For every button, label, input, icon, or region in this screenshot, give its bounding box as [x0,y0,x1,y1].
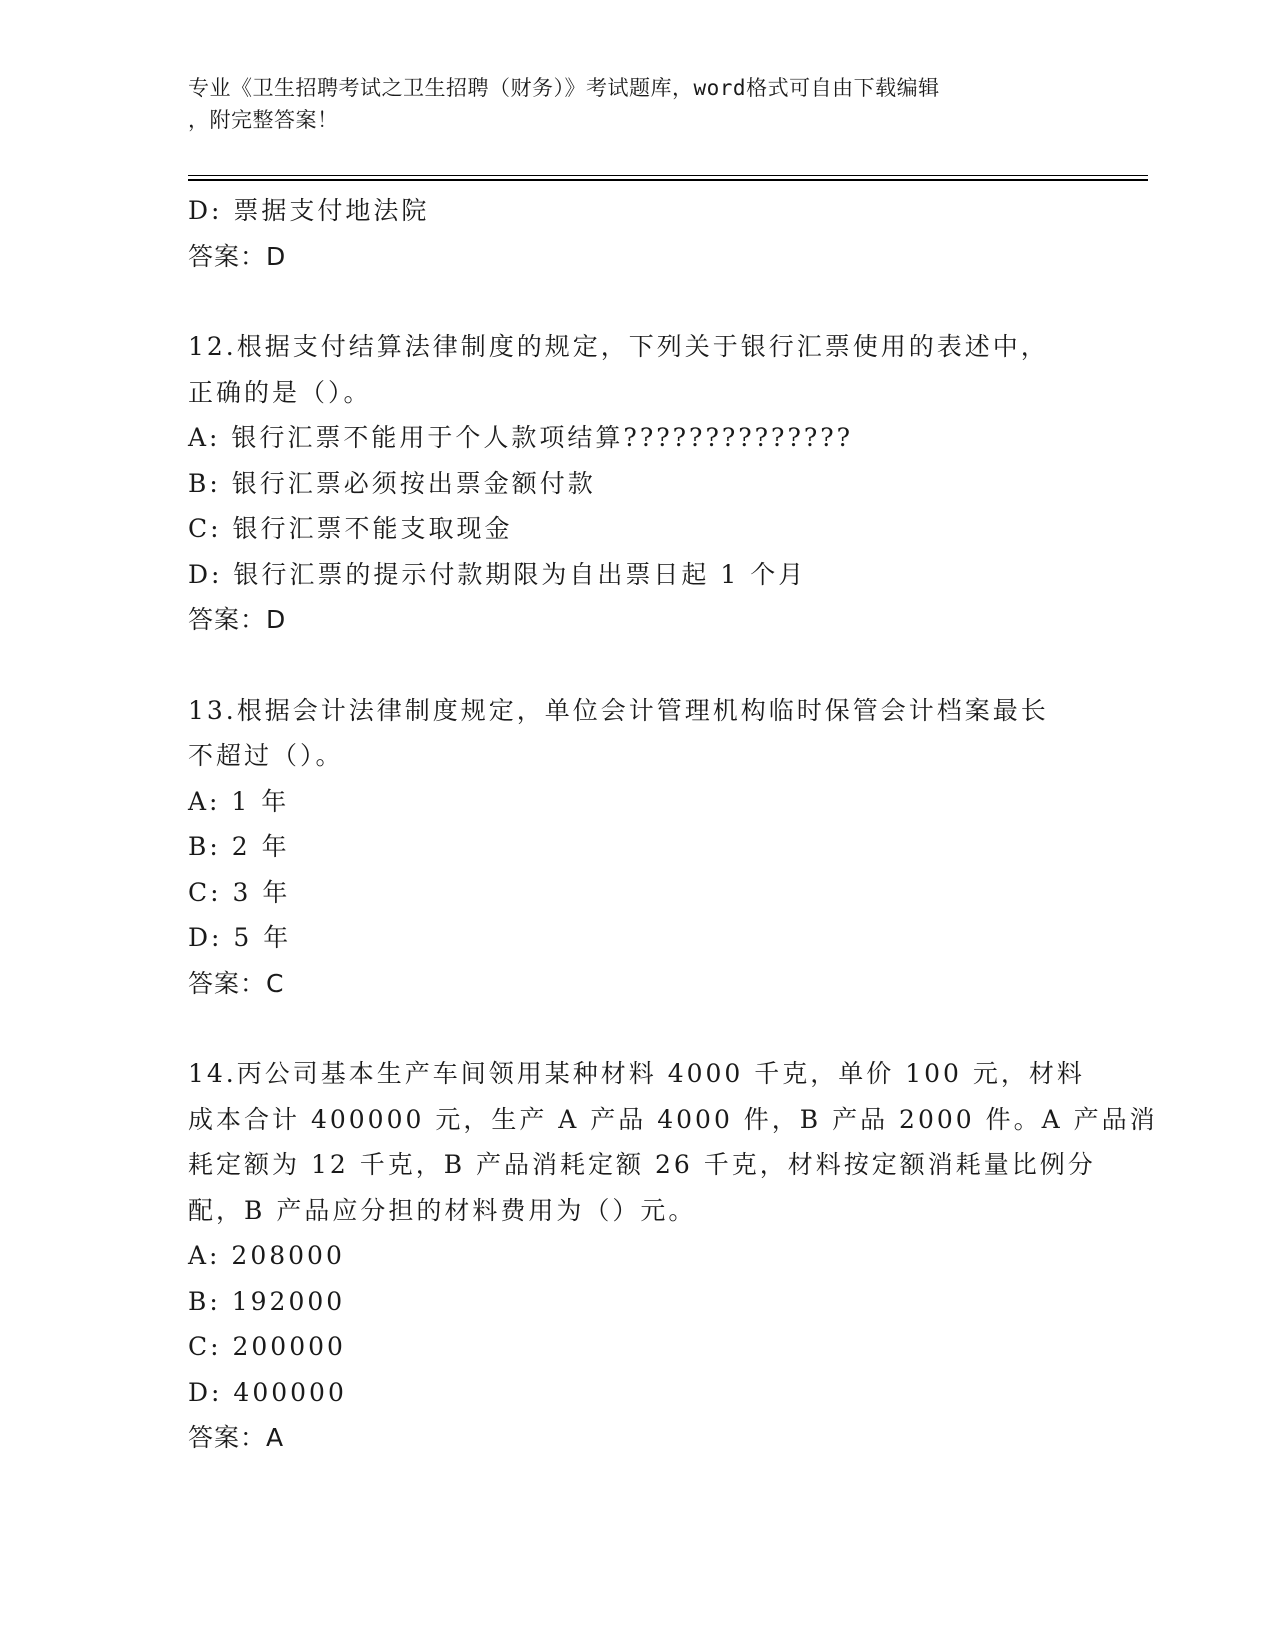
question-stem-line: 正确的是（）。 [188,377,372,407]
header-line-2: ，附完整答案！ [188,108,339,132]
option-a: A: 208000 [188,1241,345,1270]
prev-question-block [188,188,1088,279]
question-13 [188,688,1088,1007]
option-d: D: 票据支付地法院 [188,196,430,225]
question-stem-line: 不超过（）。 [188,741,344,770]
header-rule-thin [188,175,1148,176]
question-14 [188,1051,1158,1461]
option-c: C: 200000 [188,1332,346,1361]
question-12 [188,324,1088,643]
question-stem-line: 成本合计 400000 元，生产 A 产品 4000 件，B 产品 2000 件。A 产品消 [188,1104,1158,1134]
question-stem-line: 配，B 产品应分担的材料费用为（）元。 [188,1195,697,1225]
question-content [188,188,1158,1461]
option-d: D: 5 年 [188,923,292,952]
option-a: A: 银行汇票不能用于个人款项结算?????????????? [188,423,854,452]
question-stem-line: 13.根据会计法律制度规定，单位会计管理机构临时保管会计档案最长 [188,695,1049,725]
option-d: D: 400000 [188,1377,347,1407]
answer-line: 答案：D [188,241,287,271]
header-rule-thick [188,179,1148,181]
option-c: C: 银行汇票不能支取现金 [188,514,513,543]
header-line-1: 专业《卫生招聘考试之卫生招聘（财务）》考试题库，word格式可自由下载编辑 [188,76,940,100]
option-a: A: 1 年 [188,786,290,816]
option-d: D: 银行汇票的提示付款期限为自出票日起 1 个月 [188,559,807,589]
answer-line: 答案：A [188,1423,285,1452]
question-stem-line: 12.根据支付结算法律制度的规定，下列关于银行汇票使用的表述中， [188,332,1049,361]
question-stem-line: 耗定额为 12 千克，B 产品消耗定额 26 千克，材料按定额消耗量比例分 [188,1150,1096,1179]
option-b: B: 2 年 [188,832,290,861]
option-b: B: 192000 [188,1286,346,1316]
option-b: B: 银行汇票必须按出票金额付款 [188,468,596,498]
answer-line: 答案：C [188,968,285,998]
option-c: C: 3 年 [188,877,291,907]
answer-line: 答案：D [188,605,287,634]
document-header [188,72,1068,136]
question-stem-line: 14.丙公司基本生产车间领用某种材料 4000 千克，单价 100 元，材料 [188,1059,1085,1088]
